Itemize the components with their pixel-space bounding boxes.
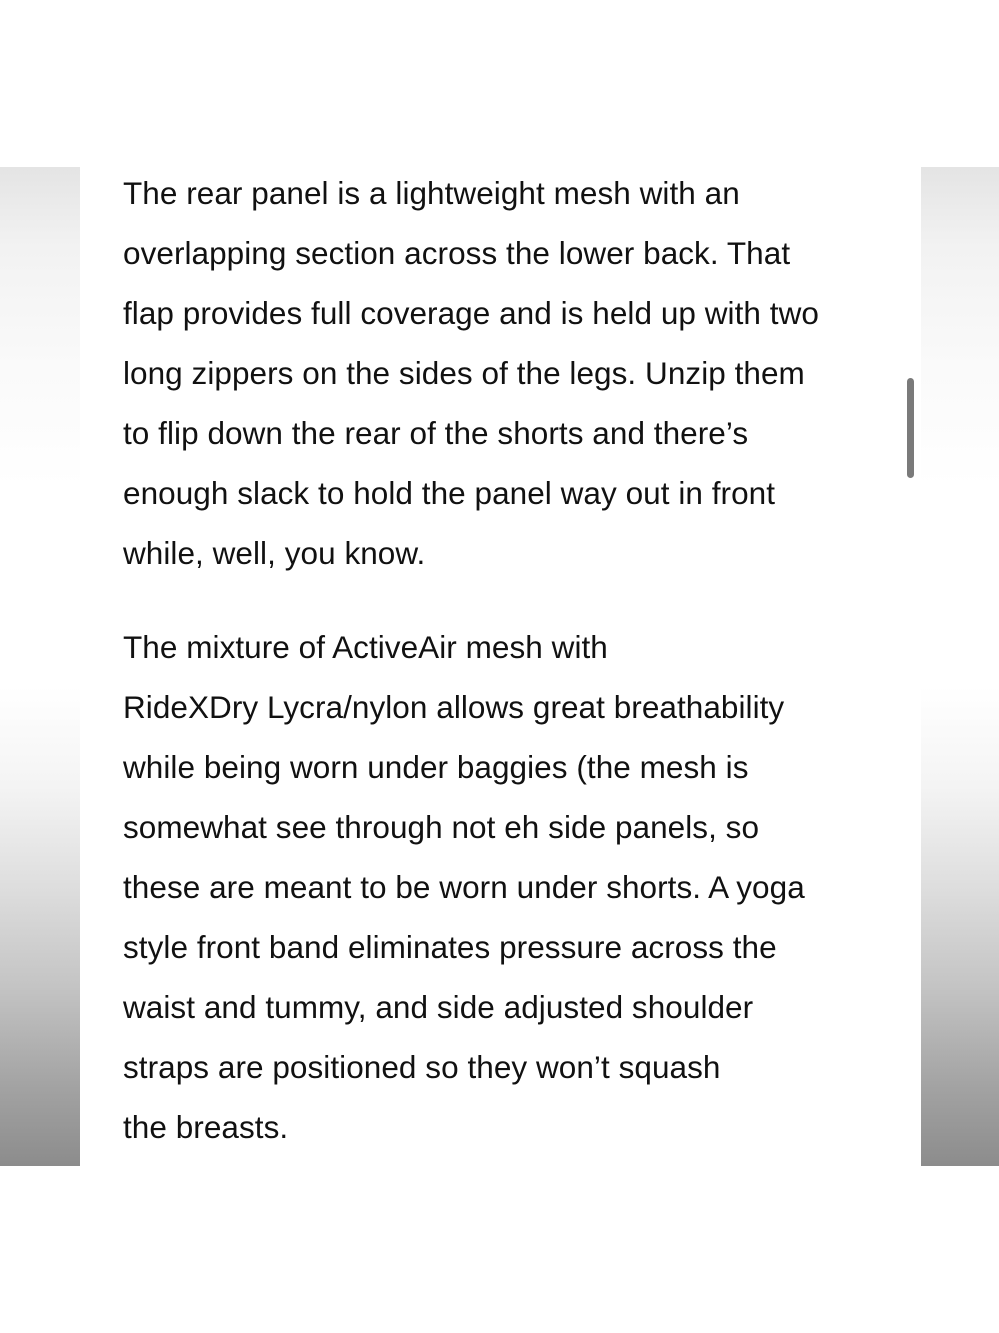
- article-text: [123, 163, 893, 1157]
- right-gradient-band: [921, 167, 999, 1166]
- left-gradient-band: [0, 167, 80, 1166]
- article-paragraph-1: The rear panel is a lightweight mesh with an overlapping section across the lower back. That flap provides full coverage and is held up with two long zippers on the sides of the legs. Unzip them to flip down the rear of the shorts and there’s enough slack to hold the panel way out in front while, well, you know.: [123, 175, 819, 571]
- scrollbar-thumb[interactable]: [907, 378, 914, 478]
- article-paragraph-2: The mixture of ActiveAir mesh with RideXDry Lycra/nylon allows great breathability while being worn under baggies (the mesh is somewhat see through not eh side panels, so these are meant to be worn under shorts. A yoga style front band eliminates pressure across the waist and tummy, and side adjusted shoulder straps are positioned so they won’t squash the breasts.: [123, 629, 805, 1145]
